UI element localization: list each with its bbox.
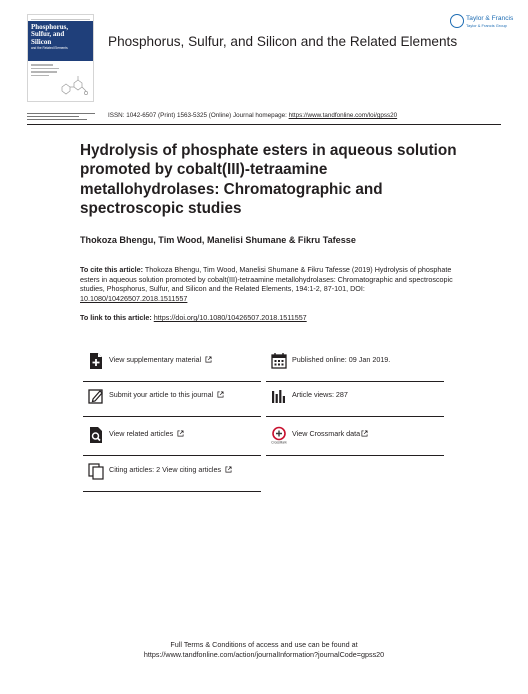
cite-text: Thokoza Bhengu, Tim Wood, Manelisi Shumane & Fikru Tafesse (2019) Hydrolysis of phosphate esters in aqueous solution promoted by cobalt(III)-tetraamine metallohydrolases: Chromatographic and spectroscopic studies, Phosphorus, Sulfur, and Silicon and the Related Elements, 194:1-2, 87-101, DOI: bbox=[80, 265, 453, 294]
external-link-icon bbox=[177, 430, 184, 437]
published-label: Published online: 09 Jan 2019. bbox=[292, 355, 391, 364]
issn-line bbox=[108, 112, 397, 119]
submit-label: Submit your article to this journal bbox=[109, 390, 214, 399]
bar-chart-icon bbox=[270, 387, 288, 405]
issn-thumbnail-lines bbox=[27, 113, 95, 122]
publisher-logo-icon bbox=[450, 14, 464, 28]
supplementary-file-icon bbox=[87, 352, 105, 370]
doi-link[interactable]: 10.1080/10426507.2018.1511557 bbox=[80, 293, 188, 303]
cover-title-line: Phosphorus, bbox=[31, 23, 69, 31]
related-articles-search-icon bbox=[87, 426, 105, 444]
link-label: To link to this article: bbox=[80, 313, 154, 322]
article-views-info bbox=[266, 382, 444, 417]
publisher-tagline: Taylor & Francis Group bbox=[466, 23, 507, 28]
view-citing-articles-link[interactable] bbox=[83, 457, 261, 492]
header-divider bbox=[27, 124, 501, 125]
citing-label: Citing articles: 2 View citing articles bbox=[109, 465, 222, 474]
view-related-articles-link[interactable] bbox=[83, 421, 261, 456]
external-link-icon bbox=[205, 356, 212, 363]
crossmark-icon bbox=[270, 426, 288, 444]
journal-cover-thumbnail bbox=[27, 14, 94, 102]
calendar-icon bbox=[270, 352, 288, 370]
terms-notice: Full Terms & Conditions of access and use can be found at bbox=[170, 640, 358, 649]
molecule-illustration-icon bbox=[58, 75, 90, 99]
crossmark-logo-text: CrossMark bbox=[271, 440, 287, 444]
external-link-icon bbox=[217, 391, 224, 398]
external-link-icon bbox=[225, 466, 232, 473]
journal-title: Phosphorus, Sulfur, and Silicon and the Related Elements bbox=[108, 34, 458, 49]
cover-subtitle: and the Related Elements bbox=[31, 46, 68, 51]
terms-url[interactable]: https://www.tandfonline.com/action/journalInformation?journalCode=gpss20 bbox=[143, 650, 385, 659]
issn-text: ISSN: 1042-6507 (Print) 1563-5325 (Online) Journal homepage: bbox=[108, 112, 289, 119]
cover-title-line: Silicon bbox=[31, 37, 52, 46]
cover-title-line: Sulfur, and bbox=[31, 30, 65, 39]
external-link-icon bbox=[361, 430, 368, 437]
cite-label: To cite this article: bbox=[80, 265, 143, 274]
view-supplementary-material-link[interactable] bbox=[83, 347, 261, 382]
edit-pencil-icon bbox=[87, 387, 105, 405]
publisher-name: Taylor & Francis bbox=[466, 15, 514, 22]
supplementary-label: View supplementary material bbox=[109, 355, 202, 364]
article-authors: Thokoza Bhengu, Tim Wood, Manelisi Shumane & Fikru Tafesse bbox=[80, 235, 356, 245]
publisher-logo bbox=[450, 13, 514, 33]
citation-block bbox=[80, 265, 460, 303]
view-crossmark-data-link[interactable] bbox=[266, 421, 444, 456]
published-online-info bbox=[266, 347, 444, 382]
related-label: View related articles bbox=[109, 429, 174, 438]
article-doi-url-link[interactable]: https://doi.org/10.1080/10426507.2018.1511557 bbox=[153, 313, 307, 322]
link-block bbox=[80, 313, 307, 322]
submit-article-link[interactable] bbox=[83, 382, 261, 417]
crossmark-label: View Crossmark data bbox=[292, 429, 361, 438]
citing-articles-icon bbox=[87, 462, 105, 480]
article-title: Hydrolysis of phosphate esters in aqueous solution promoted by cobalt(III)-tetraamine metallohydrolases: Chromatographic and spectroscopic studies bbox=[80, 142, 457, 218]
journal-homepage-link[interactable]: https://www.tandfonline.com/loi/gpss20 bbox=[288, 112, 398, 119]
views-label: Article views: 287 bbox=[292, 390, 348, 399]
